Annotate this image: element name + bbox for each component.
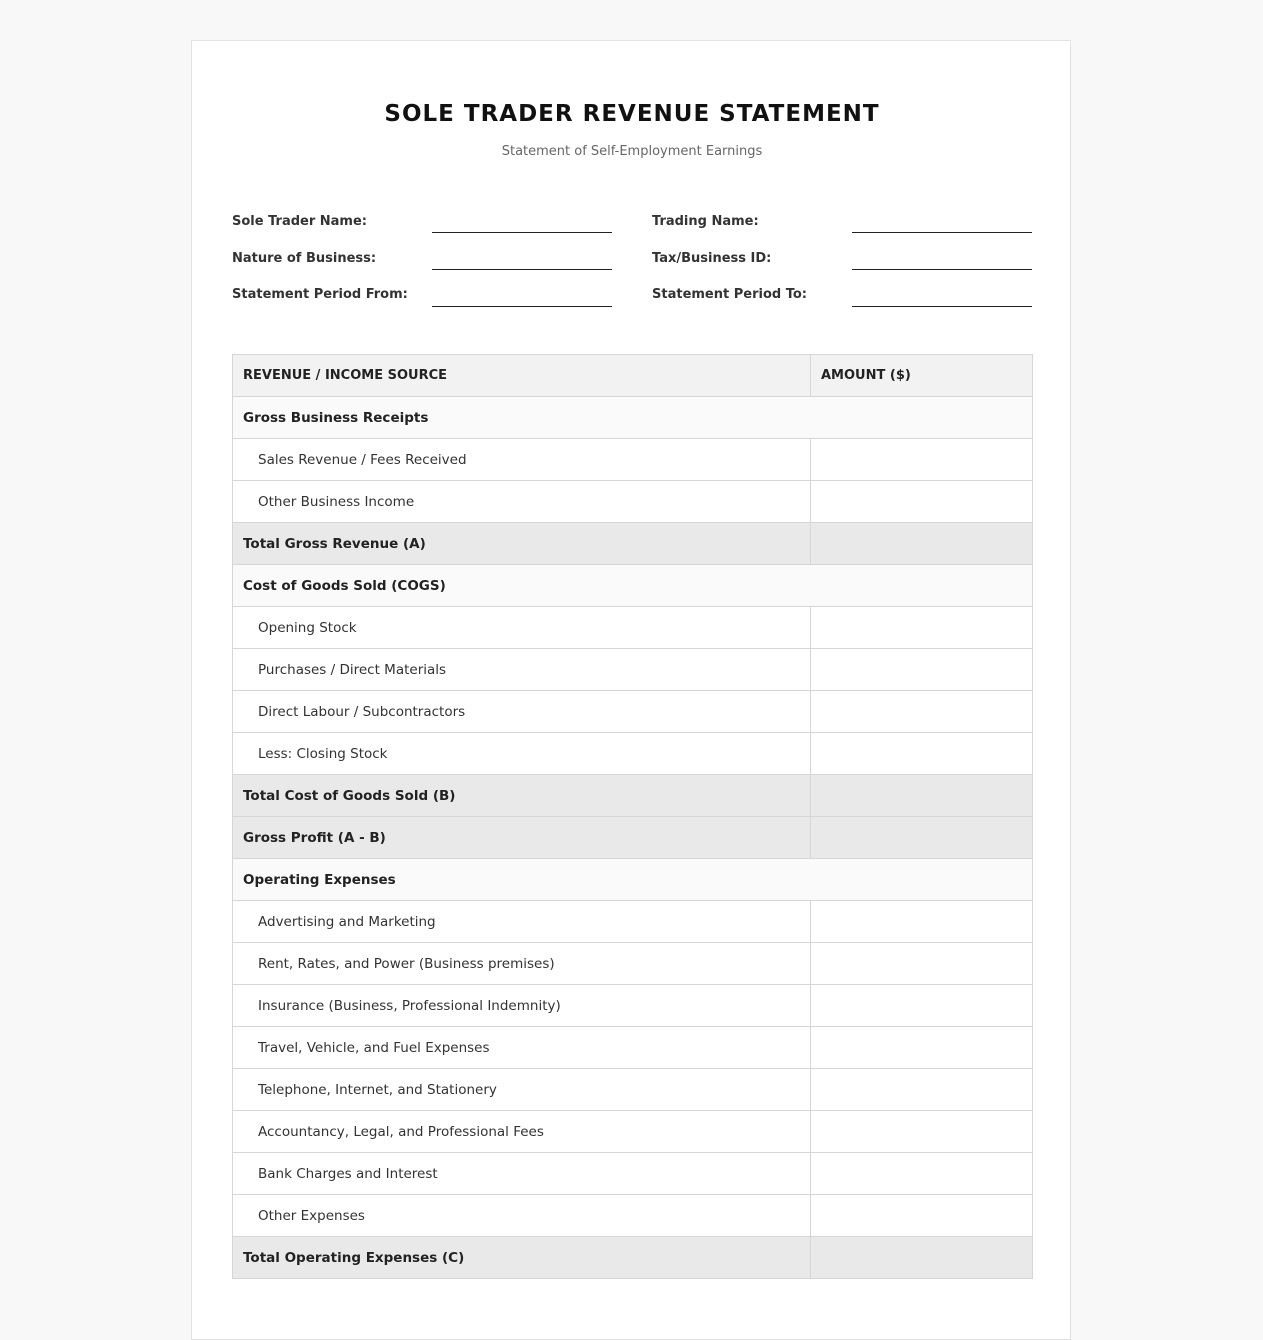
total-label: Gross Profit (A - B) — [233, 817, 811, 859]
section-row-operating-expenses — [233, 859, 1033, 901]
nature-of-business-input[interactable] — [432, 269, 612, 270]
amount-cell[interactable] — [811, 607, 1033, 649]
amount-cell[interactable] — [811, 985, 1033, 1027]
amount-cell[interactable] — [811, 1027, 1033, 1069]
table-row — [233, 985, 1033, 1027]
table-row — [233, 943, 1033, 985]
total-row-cogs — [233, 775, 1033, 817]
table-row — [233, 439, 1033, 481]
amount-cell[interactable] — [811, 901, 1033, 943]
sole-trader-name-input[interactable] — [432, 232, 612, 233]
row-label: Bank Charges and Interest — [233, 1153, 811, 1195]
amount-column-header: AMOUNT ($) — [811, 355, 1033, 397]
total-label: Total Cost of Goods Sold (B) — [233, 775, 811, 817]
row-label: Purchases / Direct Materials — [233, 649, 811, 691]
section-label: Gross Business Receipts — [233, 397, 1033, 439]
table-row — [233, 1153, 1033, 1195]
table-row — [233, 481, 1033, 523]
total-amount-cell[interactable] — [811, 775, 1033, 817]
amount-cell[interactable] — [811, 1195, 1033, 1237]
sole-trader-name-label: Sole Trader Name: — [232, 214, 367, 229]
table-row — [233, 1195, 1033, 1237]
section-label: Operating Expenses — [233, 859, 1033, 901]
period-to-label: Statement Period To: — [652, 287, 807, 302]
statement-page — [191, 40, 1071, 1340]
table-header-row — [233, 355, 1033, 397]
total-row-gross-profit — [233, 817, 1033, 859]
table-row — [233, 1111, 1033, 1153]
total-amount-cell[interactable] — [811, 523, 1033, 565]
row-label: Rent, Rates, and Power (Business premises) — [233, 943, 811, 985]
period-from-input[interactable] — [432, 306, 612, 307]
amount-cell[interactable] — [811, 1153, 1033, 1195]
row-label: Other Expenses — [233, 1195, 811, 1237]
amount-cell[interactable] — [811, 1069, 1033, 1111]
total-amount-cell[interactable] — [811, 1237, 1033, 1279]
table-row — [233, 1027, 1033, 1069]
row-label: Advertising and Marketing — [233, 901, 811, 943]
total-row-gross-revenue — [233, 523, 1033, 565]
row-label: Opening Stock — [233, 607, 811, 649]
table-row — [233, 733, 1033, 775]
trading-name-input[interactable] — [852, 232, 1032, 233]
amount-cell[interactable] — [811, 481, 1033, 523]
period-from-label: Statement Period From: — [232, 287, 408, 302]
trading-name-label: Trading Name: — [652, 214, 759, 229]
row-label: Less: Closing Stock — [233, 733, 811, 775]
section-label: Cost of Goods Sold (COGS) — [233, 565, 1033, 607]
amount-cell[interactable] — [811, 733, 1033, 775]
revenue-table — [232, 354, 1033, 1279]
row-label: Sales Revenue / Fees Received — [233, 439, 811, 481]
table-row — [233, 607, 1033, 649]
table-row — [233, 691, 1033, 733]
amount-cell[interactable] — [811, 943, 1033, 985]
amount-cell[interactable] — [811, 1111, 1033, 1153]
amount-cell[interactable] — [811, 691, 1033, 733]
row-label: Direct Labour / Subcontractors — [233, 691, 811, 733]
table-row — [233, 1069, 1033, 1111]
document-subtitle: Statement of Self-Employment Earnings — [501, 144, 763, 159]
period-to-input[interactable] — [852, 306, 1032, 307]
row-label: Other Business Income — [233, 481, 811, 523]
nature-of-business-label: Nature of Business: — [232, 251, 377, 266]
table-row — [233, 649, 1033, 691]
total-label: Total Operating Expenses (C) — [233, 1237, 811, 1279]
row-label: Insurance (Business, Professional Indemnity) — [233, 985, 811, 1027]
amount-cell[interactable] — [811, 439, 1033, 481]
document-title: SOLE TRADER REVENUE STATEMENT — [384, 101, 880, 127]
row-label: Accountancy, Legal, and Professional Fees — [233, 1111, 811, 1153]
section-row-cogs — [233, 565, 1033, 607]
table-row — [233, 901, 1033, 943]
tax-business-id-label: Tax/Business ID: — [652, 251, 772, 266]
tax-business-id-input[interactable] — [852, 269, 1032, 270]
row-label: Travel, Vehicle, and Fuel Expenses — [233, 1027, 811, 1069]
amount-cell[interactable] — [811, 649, 1033, 691]
total-row-operating-expenses — [233, 1237, 1033, 1279]
section-row-gross-receipts — [233, 397, 1033, 439]
row-label: Telephone, Internet, and Stationery — [233, 1069, 811, 1111]
source-column-header: REVENUE / INCOME SOURCE — [233, 355, 811, 397]
total-amount-cell[interactable] — [811, 817, 1033, 859]
total-label: Total Gross Revenue (A) — [233, 523, 811, 565]
